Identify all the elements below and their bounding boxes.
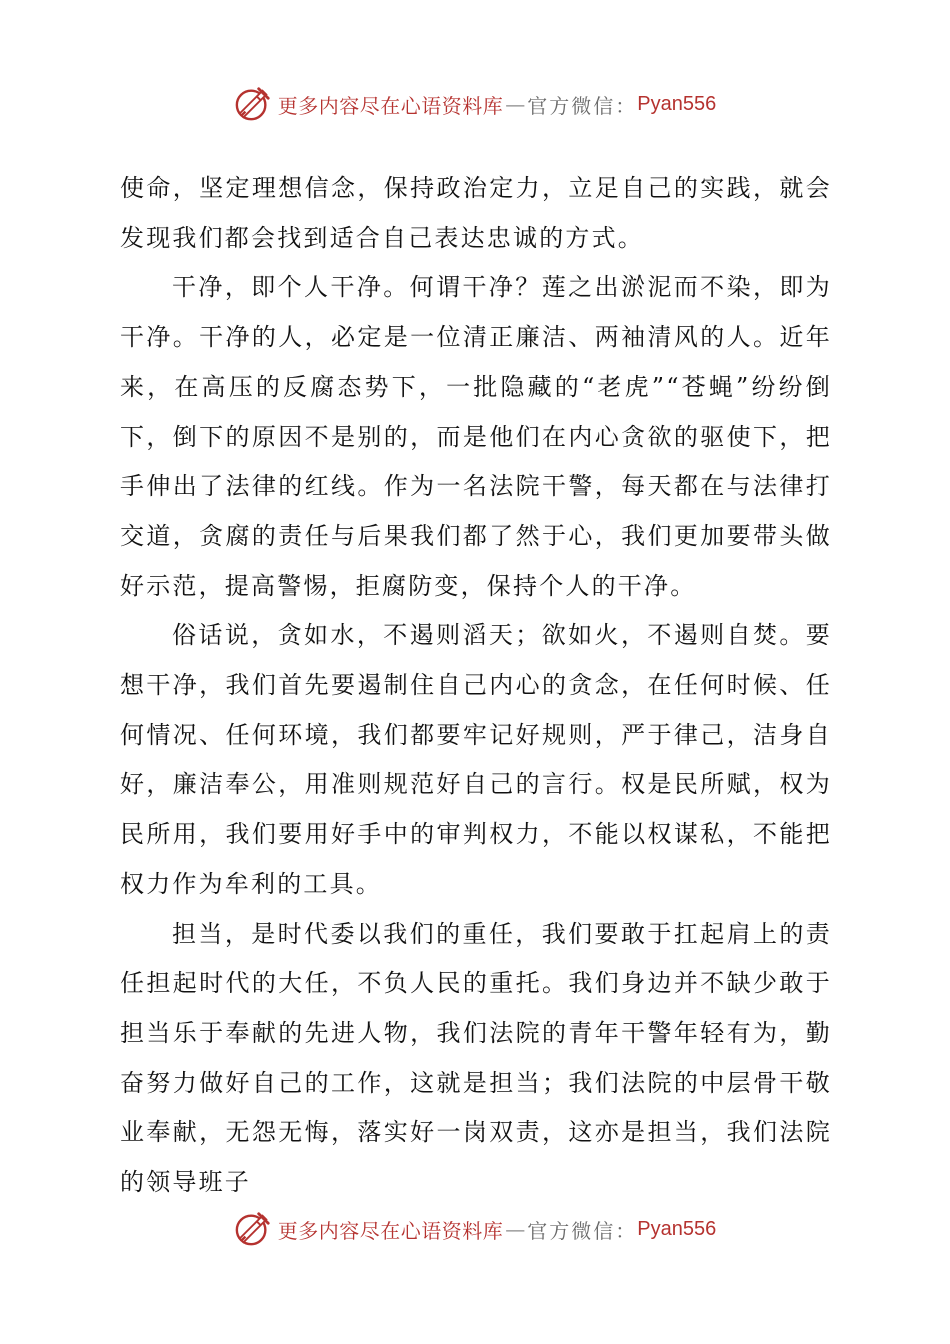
paragraph-4: 担当，是时代委以我们的重任，我们要敢于扛起肩上的责任担起时代的大任，不负人民的重托。我们身边并不缺少敢于担当乐于奉献的先进人物，我们法院的青年干警年轻有为，勤奋努力做好自己的工作，这就是担当；我们法院的中层骨干敬业奉献，无怨无悔，落实好一岗双责，这亦是担当，我们法院的领导班子	[120, 919, 832, 1197]
paragraph-3: 俗话说，贪如水，不遏则滔天；欲如火，不遏则自焚。要想干净，我们首先要遏制住自己内心的贪念，在任何时候、任何情况、任何环境，我们都要牢记好规则，严于律己，洁身自好，廉洁奉公，用准则规范好自己的言行。权是民所赋，权为民所用，我们要用好手中的审判权力，不能以权谋私，不能把权力作为牟利的工具。	[120, 621, 832, 898]
banner-label: 官方微信：	[527, 93, 638, 118]
footer-watermark-banner	[0, 1209, 950, 1249]
banner-wechat-id: Pyan556	[637, 92, 717, 115]
document-body	[120, 164, 832, 1208]
banner-text: 更多内容尽在心语资料库	[277, 1218, 504, 1243]
banner-label: 官方微信：	[527, 1218, 638, 1243]
paragraph-1: 使命，坚定理想信念，保持政治定力，立足自己的实践，就会发现我们都会找到适合自己表达忠诚的方式。	[120, 174, 832, 252]
pen-logo-icon	[234, 85, 272, 123]
banner-text: 更多内容尽在心语资料库	[277, 93, 504, 118]
banner-separator: —	[505, 92, 526, 116]
pen-logo-icon	[234, 1210, 272, 1248]
banner-separator: —	[505, 1217, 526, 1241]
paragraph-2: 干净，即个人干净。何谓干净？莲之出淤泥而不染，即为干净。干净的人，必定是一位清正廉洁、两袖清风的人。近年来，在高压的反腐态势下，一批隐藏的“老虎”“苍蝇”纷纷倒下，倒下的原因不是别的，而是他们在内心贪欲的驱使下，把手伸出了法律的红线。作为一名法院干警，每天都在与法律打交道，贪腐的责任与后果我们都了然于心，我们更加要带头做好示范，提高警惕，拒腐防变，保持个人的干净。	[120, 273, 832, 600]
banner-wechat-id: Pyan556	[637, 1217, 717, 1240]
header-watermark-banner	[0, 84, 950, 124]
